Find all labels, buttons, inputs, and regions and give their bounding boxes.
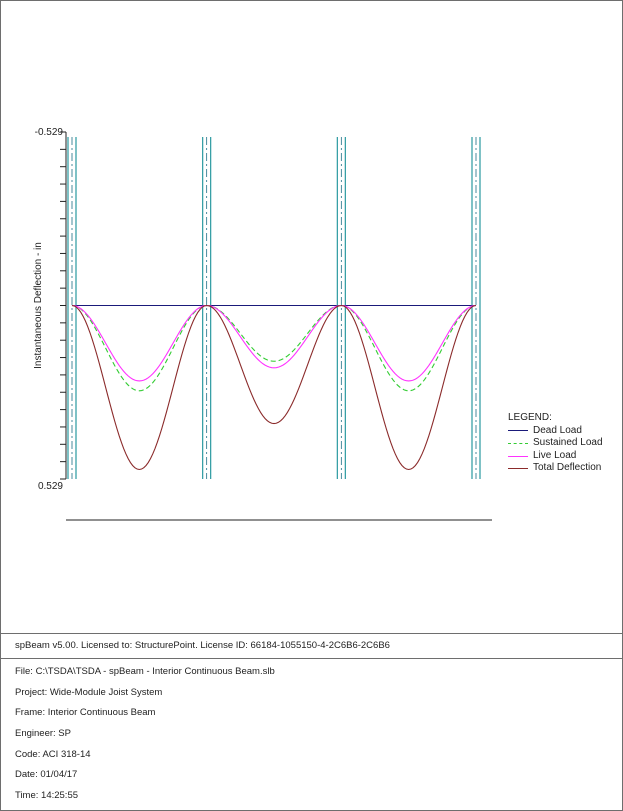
y-axis-label: Instantaneous Deflection - in bbox=[33, 242, 44, 369]
license-line: spBeam v5.00. Licensed to: StructurePoint. License ID: 66184-1055150-4-2C6B6-2C6B6 bbox=[1, 634, 622, 659]
series-sustained-load bbox=[72, 306, 476, 391]
supports bbox=[68, 137, 480, 479]
legend-label-sustained: Sustained Load bbox=[533, 437, 603, 449]
project-line: Project: Wide-Module Joist System bbox=[15, 686, 163, 698]
y-tick-label-top: -0.529 bbox=[34, 127, 63, 138]
y-axis bbox=[33, 127, 66, 492]
legend-label-live: Live Load bbox=[533, 449, 577, 461]
support-1 bbox=[68, 137, 76, 479]
legend-item-sustained bbox=[508, 437, 603, 450]
time-line: Time: 14:25:55 bbox=[15, 790, 79, 802]
series-total-deflection bbox=[72, 306, 476, 470]
legend bbox=[508, 412, 603, 475]
legend-label-total: Total Deflection bbox=[533, 462, 602, 474]
date-line: Date: 01/04/17 bbox=[15, 769, 78, 781]
file-line: File: C:\TSDA\TSDA - spBeam - Interior Continuous Beam.slb bbox=[15, 666, 275, 677]
legend-label-dead: Dead Load bbox=[533, 424, 582, 436]
engineer-line: Engineer: SP bbox=[15, 728, 71, 740]
legend-swatch-dead bbox=[508, 430, 528, 431]
series-live-load bbox=[72, 306, 476, 381]
legend-title: LEGEND: bbox=[508, 412, 552, 423]
support-4 bbox=[472, 137, 480, 479]
legend-swatch-live bbox=[508, 456, 528, 457]
legend-swatch-sustained bbox=[508, 443, 528, 444]
project-info bbox=[1, 659, 622, 807]
legend-item-total bbox=[508, 462, 603, 475]
legend-swatch-total bbox=[508, 468, 528, 469]
deflection-chart bbox=[1, 1, 622, 631]
code-line: Code: ACI 318-14 bbox=[15, 748, 91, 760]
report-footer bbox=[1, 633, 622, 807]
support-2 bbox=[203, 137, 211, 479]
legend-item-dead bbox=[508, 425, 603, 438]
legend-item-live bbox=[508, 450, 603, 463]
y-tick-label-bottom: 0.529 bbox=[37, 481, 63, 492]
frame-line: Frame: Interior Continuous Beam bbox=[15, 707, 156, 719]
support-3 bbox=[337, 137, 345, 479]
series-layer bbox=[72, 306, 476, 470]
